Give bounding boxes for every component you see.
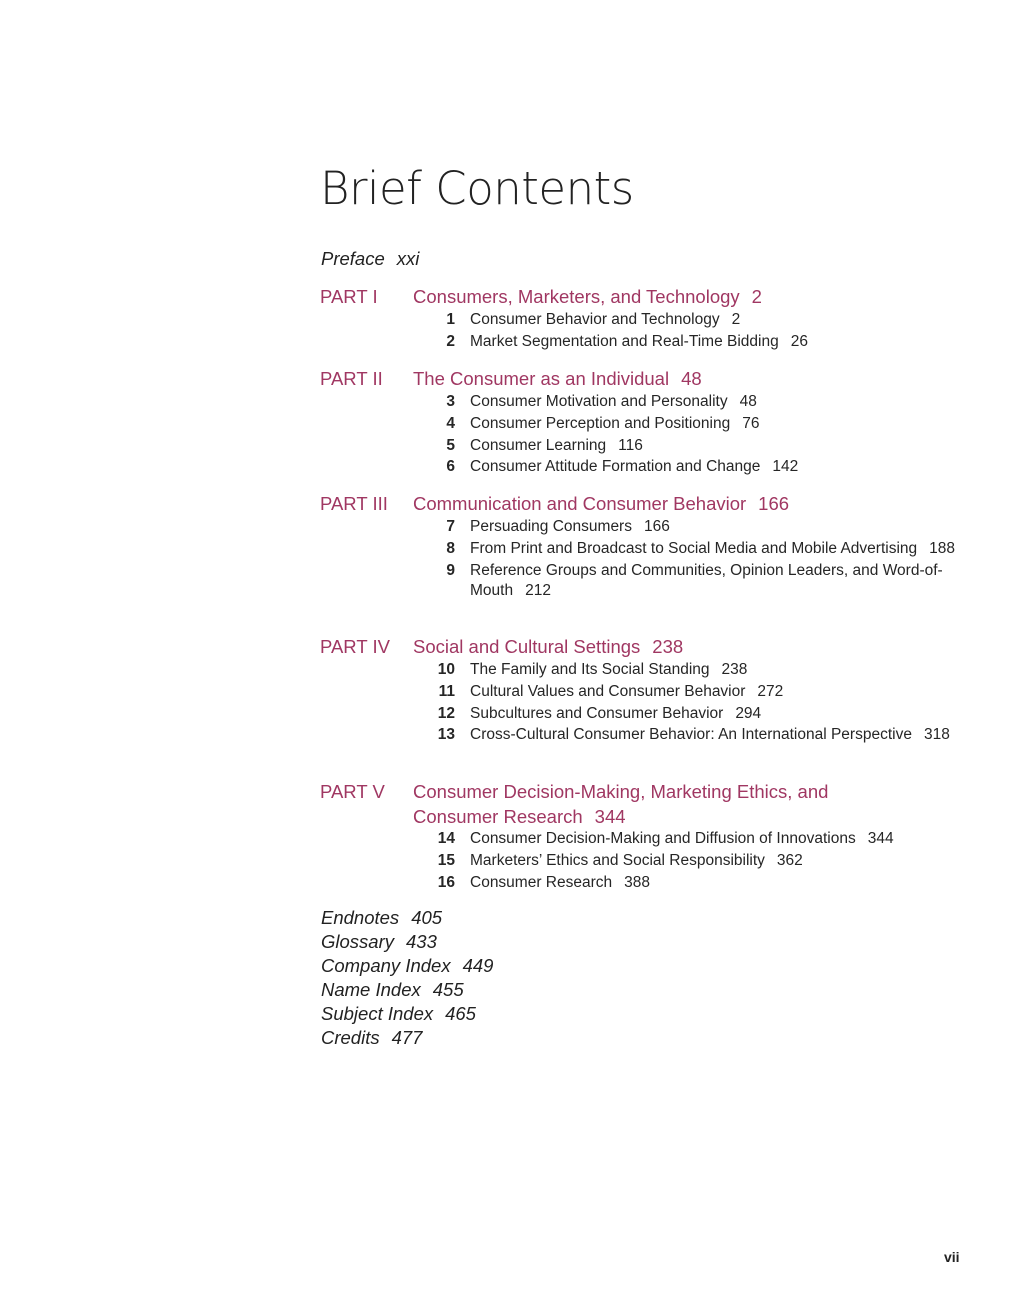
- part-title-text: Consumer Decision-Making, Marketing Ethics, and Consumer Research: [413, 781, 829, 827]
- page-title: Brief Contents: [320, 162, 634, 215]
- chapter-number: 2: [446, 332, 455, 350]
- part-title-text: Communication and Consumer Behavior: [413, 493, 747, 514]
- chapter-number: 14: [437, 830, 455, 847]
- chapter-number: 11: [438, 682, 455, 700]
- chapter-number: 10: [437, 661, 455, 678]
- chapter-list: [320, 310, 960, 352]
- part-title-text: Consumers, Marketers, and Technology: [413, 286, 740, 307]
- chapter-title: The Family and Its Social Standing: [470, 661, 710, 678]
- back-matter-label: Company Index: [321, 955, 451, 976]
- part-1: [320, 284, 960, 354]
- part-page: 48: [681, 368, 702, 389]
- chapter-page: 272: [757, 682, 784, 700]
- part-title: [413, 366, 883, 391]
- part-title: [413, 634, 883, 659]
- part-title-text: Social and Cultural Settings: [413, 636, 641, 657]
- chapter-number: 5: [446, 436, 455, 454]
- part-page: 2: [751, 286, 762, 307]
- chapter-entry: [320, 392, 960, 412]
- chapter-title: Subcultures and Consumer Behavior: [470, 704, 724, 722]
- chapter-entry: [320, 332, 960, 352]
- chapter-title: Consumer Motivation and Personality: [470, 393, 728, 410]
- back-matter-page: 465: [445, 1003, 476, 1024]
- part-4: [320, 634, 960, 747]
- back-matter-entry: [321, 978, 493, 1002]
- chapter-entry: [320, 873, 960, 893]
- chapter-title: Consumer Research: [470, 873, 613, 891]
- part-title-text: The Consumer as an Individual: [413, 368, 670, 389]
- chapter-title: Consumer Attitude Formation and Change: [470, 458, 761, 476]
- part-heading: [320, 779, 960, 829]
- back-matter-page: 433: [406, 931, 437, 952]
- chapter-number: 3: [446, 393, 455, 410]
- part-heading: [320, 366, 960, 392]
- chapter-page: 76: [742, 414, 760, 432]
- back-matter-page: 449: [462, 955, 494, 976]
- back-matter-label: Credits: [321, 1027, 380, 1048]
- chapter-title: Consumer Behavior and Technology: [470, 311, 720, 328]
- chapter-number: 13: [437, 726, 455, 744]
- back-matter-entry: [321, 930, 493, 954]
- back-matter-entry: [321, 954, 493, 978]
- preface-label: Preface: [321, 248, 385, 269]
- chapter-page: 318: [923, 726, 950, 744]
- chapter-number: 6: [446, 458, 455, 476]
- chapter-list: [320, 829, 960, 893]
- part-heading: [320, 284, 960, 310]
- back-matter-label: Name Index: [321, 979, 421, 1000]
- back-matter-page: 455: [432, 979, 464, 1000]
- chapter-number: 7: [446, 518, 455, 535]
- part-page: 238: [652, 636, 684, 657]
- part-label: PART I: [320, 286, 378, 307]
- part-heading: [320, 491, 960, 517]
- chapter-title: Cultural Values and Consumer Behavior: [470, 682, 746, 700]
- chapter-entry: [320, 725, 960, 745]
- back-matter-page: 405: [411, 907, 443, 928]
- chapter-number: 12: [437, 704, 455, 722]
- part-2: [320, 366, 960, 479]
- chapter-number: 15: [437, 851, 455, 869]
- back-matter-label: Subject Index: [321, 1003, 434, 1024]
- part-page: 344: [594, 806, 626, 827]
- chapter-title: From Print and Broadcast to Social Media and Mobile Advertising: [470, 539, 918, 557]
- chapter-number: 8: [446, 539, 455, 557]
- back-matter-entry: [321, 1002, 493, 1026]
- back-matter-page: 477: [391, 1027, 423, 1048]
- chapter-list: [320, 392, 960, 477]
- chapter-title: Consumer Decision-Making and Diffusion of Innovations: [470, 830, 856, 847]
- part-title: [413, 284, 883, 309]
- chapter-page: 362: [776, 851, 803, 869]
- chapter-title: Reference Groups and Communities, Opinion Leaders, and Word-of-Mouth: [470, 561, 943, 599]
- chapter-page: 388: [624, 873, 651, 891]
- chapter-page: 48: [739, 393, 757, 410]
- chapter-page: 212: [525, 581, 551, 599]
- back-matter-list: [321, 906, 493, 1050]
- back-matter-label: Glossary: [321, 931, 394, 952]
- chapter-page: 188: [929, 539, 956, 557]
- chapter-title: Consumer Perception and Positioning: [470, 414, 731, 432]
- part-label: PART II: [320, 368, 383, 389]
- chapter-page: 294: [735, 704, 762, 722]
- chapter-title: Consumer Learning: [470, 436, 607, 454]
- chapter-list: [320, 660, 960, 745]
- part-label: PART V: [320, 781, 385, 802]
- chapter-entry: [320, 660, 960, 680]
- chapter-page: 142: [772, 458, 799, 476]
- chapter-entry: [320, 561, 960, 601]
- chapter-title: Cross-Cultural Consumer Behavior: An International Perspective: [470, 726, 912, 744]
- chapter-entry: [320, 829, 960, 849]
- chapter-number: 9: [446, 561, 455, 579]
- preface-entry: [321, 247, 419, 271]
- chapter-number: 1: [446, 311, 455, 328]
- chapter-title: Marketers’ Ethics and Social Responsibility: [470, 851, 765, 869]
- chapter-title: Market Segmentation and Real-Time Bidding: [470, 332, 779, 350]
- part-page: 166: [758, 493, 790, 514]
- back-matter-entry: [321, 906, 493, 930]
- chapter-page: 26: [790, 332, 808, 350]
- chapter-entry: [320, 539, 960, 559]
- part-title: [413, 779, 853, 829]
- chapter-entry: [320, 457, 960, 477]
- preface-page: xxi: [396, 248, 420, 269]
- chapter-page: 344: [867, 830, 894, 847]
- chapter-number: 16: [437, 873, 455, 891]
- part-label: PART III: [320, 493, 388, 514]
- chapter-entry: [320, 704, 960, 724]
- chapter-page: 116: [618, 436, 643, 454]
- page-number: vii: [944, 1249, 960, 1265]
- chapter-entry: [320, 851, 960, 871]
- chapter-title: Persuading Consumers: [470, 518, 632, 535]
- part-5: [320, 779, 960, 894]
- chapter-page: 166: [643, 518, 670, 535]
- part-heading: [320, 634, 960, 660]
- chapter-entry: [320, 517, 960, 537]
- chapter-entry: [320, 414, 960, 434]
- chapter-list: [320, 517, 960, 601]
- chapter-entry: [320, 682, 960, 702]
- chapter-number: 4: [446, 414, 455, 432]
- chapter-page: 2: [731, 311, 741, 328]
- chapter-entry: [320, 436, 960, 456]
- part-label: PART IV: [320, 636, 390, 657]
- part-title: [413, 491, 883, 516]
- part-3: [320, 491, 960, 602]
- chapter-entry: [320, 310, 960, 330]
- back-matter-entry: [321, 1026, 493, 1050]
- back-matter-label: Endnotes: [321, 907, 400, 928]
- chapter-page: 238: [721, 661, 748, 678]
